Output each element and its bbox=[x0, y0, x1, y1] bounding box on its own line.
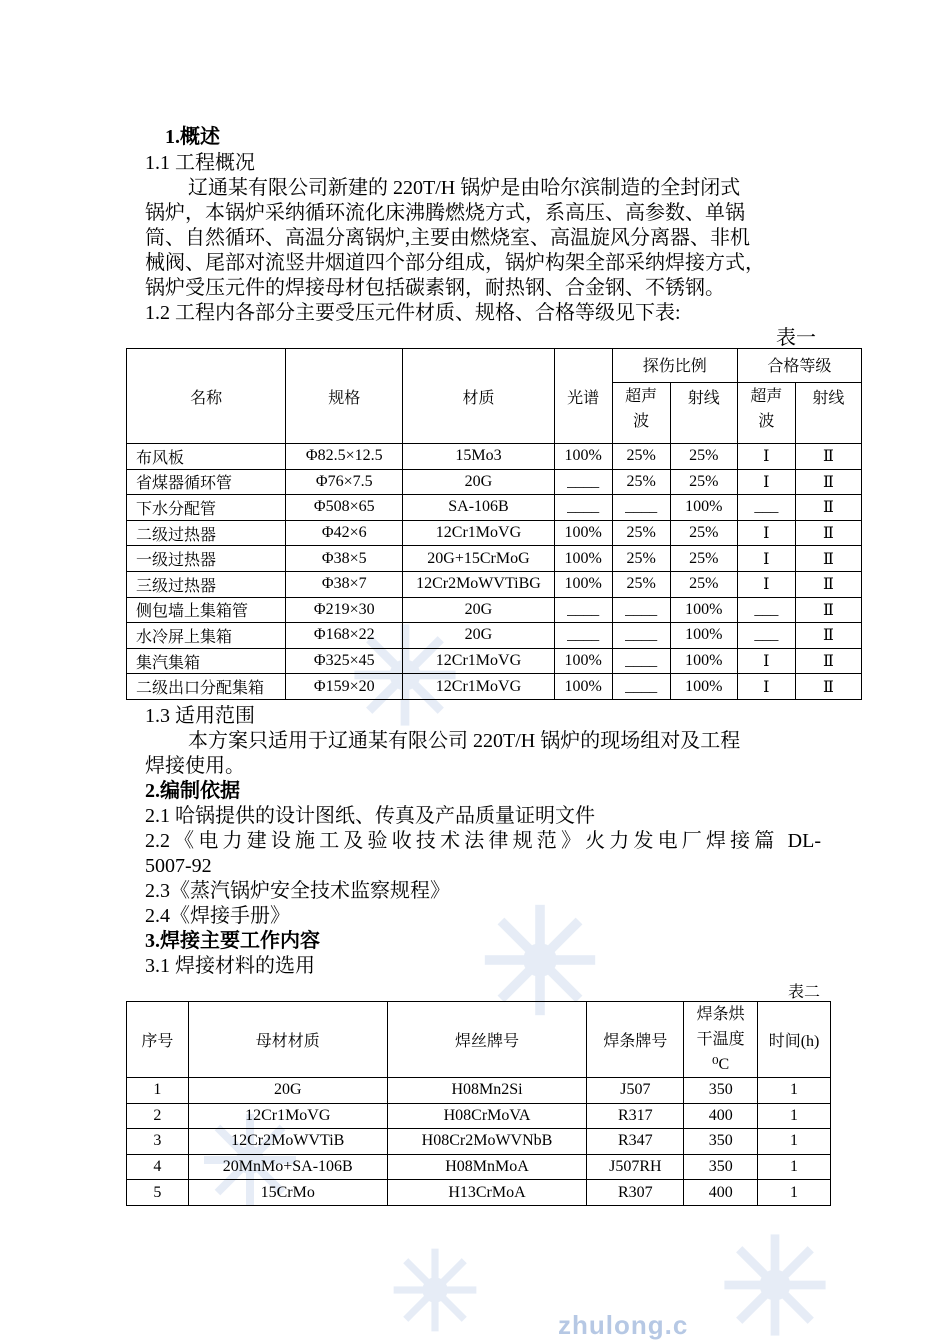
cell: 350 bbox=[684, 1129, 758, 1155]
cell: R347 bbox=[587, 1129, 684, 1155]
cell: 350 bbox=[684, 1078, 758, 1104]
cell: 100% bbox=[554, 444, 612, 470]
cell: 100% bbox=[670, 623, 737, 649]
cell: 400 bbox=[684, 1180, 758, 1206]
cell: Ⅰ bbox=[737, 546, 795, 572]
cell: Ⅱ bbox=[795, 520, 861, 546]
table-row bbox=[127, 520, 862, 546]
section3-1-title: 3.1 焊接材料的选用 bbox=[145, 955, 315, 977]
cell: 100% bbox=[554, 520, 612, 546]
cell: ____ bbox=[612, 495, 670, 521]
cell: 20MnMo+SA-106B bbox=[188, 1154, 387, 1180]
cell: Ⅱ bbox=[795, 546, 861, 572]
cell: 25% bbox=[670, 469, 737, 495]
cell: 12Cr1MoVG bbox=[403, 648, 554, 674]
watermark-text: zhulong.c bbox=[558, 1310, 689, 1340]
cell: Ⅰ bbox=[737, 469, 795, 495]
cell: ____ bbox=[554, 597, 612, 623]
section1-heading: 1.概述 bbox=[165, 126, 220, 148]
cell: 三级过热器 bbox=[127, 571, 286, 597]
cell: ___ bbox=[737, 623, 795, 649]
cell: ___ bbox=[737, 597, 795, 623]
reference-item: 2.1 哈锅提供的设计图纸、传真及产品质量证明文件 bbox=[145, 805, 595, 827]
cell: 12Cr1MoVG bbox=[188, 1103, 387, 1129]
cell: ____ bbox=[612, 597, 670, 623]
cell: 12Cr1MoVG bbox=[403, 520, 554, 546]
cell: Φ325×45 bbox=[286, 648, 403, 674]
cell: 1 bbox=[758, 1078, 831, 1104]
table-row bbox=[127, 648, 862, 674]
cell: 100% bbox=[554, 571, 612, 597]
cell: 25% bbox=[612, 520, 670, 546]
header-grade: 合格等级 bbox=[737, 349, 861, 383]
reference-item: 2.2《电力建设施工及验收技术法律规范》火力发电厂焊接篇 DL- bbox=[145, 830, 821, 852]
cell: 二级过热器 bbox=[127, 520, 286, 546]
cell: 25% bbox=[670, 571, 737, 597]
cell: 25% bbox=[670, 546, 737, 572]
cell: H13CrMoA bbox=[387, 1180, 587, 1206]
table-row bbox=[127, 495, 862, 521]
table-row bbox=[127, 1078, 831, 1104]
cell: 25% bbox=[612, 444, 670, 470]
cell: 1 bbox=[127, 1078, 189, 1104]
header-bake-temp-line2: 干温度 bbox=[696, 1031, 745, 1048]
section1-3-title: 1.3 适用范围 bbox=[145, 705, 255, 727]
cell: ____ bbox=[554, 623, 612, 649]
cell: ____ bbox=[612, 674, 670, 700]
header-ultrasonic-line1: 超声 bbox=[625, 388, 658, 405]
header-spectrum: 光谱 bbox=[554, 349, 612, 444]
paragraph-line: 筒、自然循环、高温分离锅炉,主要由燃烧室、高温旋风分离器、非机 bbox=[145, 227, 750, 249]
cell: 5 bbox=[127, 1180, 189, 1206]
cell: Ⅰ bbox=[737, 520, 795, 546]
cell: 15Mo3 bbox=[403, 444, 554, 470]
cell: H08Cr2MoWVNbB bbox=[387, 1129, 587, 1155]
cell: Ⅱ bbox=[795, 469, 861, 495]
cell: Ⅱ bbox=[795, 495, 861, 521]
cell: Ⅰ bbox=[737, 648, 795, 674]
cell: Ⅰ bbox=[737, 444, 795, 470]
table-row bbox=[127, 674, 862, 700]
cell: Φ82.5×12.5 bbox=[286, 444, 403, 470]
cell: 100% bbox=[554, 674, 612, 700]
cell: 25% bbox=[612, 546, 670, 572]
cell: 25% bbox=[670, 444, 737, 470]
section2-heading: 2.编制依据 bbox=[145, 780, 240, 802]
cell: Ⅱ bbox=[795, 648, 861, 674]
cell: 12Cr2MoWVTiBG bbox=[403, 571, 554, 597]
cell: 100% bbox=[554, 648, 612, 674]
table2-caption: 表二 bbox=[788, 984, 821, 1001]
paragraph-line: 械阀、尾部对流竖井烟道四个部分组成，锅炉构架全部采纳焊接方式， bbox=[145, 252, 765, 274]
header-spec: 规格 bbox=[286, 349, 403, 444]
cell: 12Cr1MoVG bbox=[403, 674, 554, 700]
cell: 水冷屏上集箱 bbox=[127, 623, 286, 649]
cell: 侧包墙上集箱管 bbox=[127, 597, 286, 623]
section1-2-title: 1.2 工程内各部分主要受压元件材质、规格、合格等级见下表: bbox=[145, 302, 681, 324]
cell: 2 bbox=[127, 1103, 189, 1129]
header-base-material: 母材材质 bbox=[188, 1002, 387, 1078]
header-grade-radiography: 射线 bbox=[795, 383, 861, 444]
cell: 20G bbox=[403, 623, 554, 649]
cell: 20G bbox=[403, 597, 554, 623]
cell: Φ508×65 bbox=[286, 495, 403, 521]
header-ultrasonic-line2: 波 bbox=[633, 413, 650, 430]
cell: Φ159×20 bbox=[286, 674, 403, 700]
cell: Ⅱ bbox=[795, 597, 861, 623]
cell: Ⅰ bbox=[737, 571, 795, 597]
welding-materials-table bbox=[126, 1001, 831, 1206]
cell: ____ bbox=[612, 623, 670, 649]
cell: 100% bbox=[670, 648, 737, 674]
paragraph-line: 辽通某有限公司新建的 220T/H 锅炉是由哈尔滨制造的全封闭式 bbox=[188, 177, 741, 199]
cell: Φ42×6 bbox=[286, 520, 403, 546]
table-row bbox=[127, 469, 862, 495]
table-row bbox=[127, 597, 862, 623]
header-grade-ultrasonic bbox=[737, 383, 795, 444]
cell: Φ219×30 bbox=[286, 597, 403, 623]
header-electrode: 焊条牌号 bbox=[587, 1002, 684, 1078]
header-bake-temp-line1: 焊条烘 bbox=[696, 1006, 745, 1023]
cell: 100% bbox=[670, 674, 737, 700]
header-wire: 焊丝牌号 bbox=[387, 1002, 587, 1078]
cell: 100% bbox=[670, 495, 737, 521]
paragraph-line: 焊接使用。 bbox=[145, 755, 245, 777]
cell: H08CrMoVA bbox=[387, 1103, 587, 1129]
cell: Φ76×7.5 bbox=[286, 469, 403, 495]
cell: J507RH bbox=[587, 1154, 684, 1180]
header-name: 名称 bbox=[127, 349, 286, 444]
cell: 20G bbox=[188, 1078, 387, 1104]
header-ultrasonic bbox=[612, 383, 670, 444]
cell: 1 bbox=[758, 1180, 831, 1206]
header-bake-temp-line3: ⁰C bbox=[712, 1056, 730, 1073]
cell: 二级出口分配集箱 bbox=[127, 674, 286, 700]
cell: SA-106B bbox=[403, 495, 554, 521]
cell: 20G bbox=[403, 469, 554, 495]
table-row bbox=[127, 546, 862, 572]
table1-caption: 表一 bbox=[776, 327, 816, 349]
paragraph-line: 本方案只适用于辽通某有限公司 220T/H 锅炉的现场组对及工程 bbox=[188, 730, 741, 752]
table-row bbox=[127, 444, 862, 470]
cell: Ⅱ bbox=[795, 571, 861, 597]
table-row bbox=[127, 623, 862, 649]
cell: H08Mn2Si bbox=[387, 1078, 587, 1104]
cell: ___ bbox=[737, 495, 795, 521]
paragraph-line: 锅炉，本锅炉采纳循环流化床沸腾燃烧方式，系高压、高参数、单锅 bbox=[145, 202, 745, 224]
cell: 下水分配管 bbox=[127, 495, 286, 521]
table-row bbox=[127, 1129, 831, 1155]
cell: Ⅱ bbox=[795, 444, 861, 470]
cell: 25% bbox=[612, 571, 670, 597]
cell: 1 bbox=[758, 1129, 831, 1155]
cell: Ⅱ bbox=[795, 623, 861, 649]
cell: R307 bbox=[587, 1180, 684, 1206]
cell: Ⅰ bbox=[737, 674, 795, 700]
cell: ____ bbox=[612, 648, 670, 674]
cell: Ⅱ bbox=[795, 674, 861, 700]
materials-table bbox=[126, 348, 862, 700]
cell: R317 bbox=[587, 1103, 684, 1129]
cell: 400 bbox=[684, 1103, 758, 1129]
reference-item: 5007-92 bbox=[145, 855, 212, 877]
cell: 4 bbox=[127, 1154, 189, 1180]
cell: ____ bbox=[554, 469, 612, 495]
cell: J507 bbox=[587, 1078, 684, 1104]
header-no: 序号 bbox=[127, 1002, 189, 1078]
cell: 集汽集箱 bbox=[127, 648, 286, 674]
cell: 25% bbox=[612, 469, 670, 495]
cell: 1 bbox=[758, 1154, 831, 1180]
cell: Φ168×22 bbox=[286, 623, 403, 649]
cell: 100% bbox=[554, 546, 612, 572]
cell: 1 bbox=[758, 1103, 831, 1129]
table-row bbox=[127, 571, 862, 597]
header-grade-ultrasonic-line2: 波 bbox=[758, 413, 775, 430]
reference-item: 2.4《焊接手册》 bbox=[145, 905, 290, 927]
cell: H08MnMoA bbox=[387, 1154, 587, 1180]
reference-item: 2.3《蒸汽锅炉安全技术监察规程》 bbox=[145, 880, 450, 902]
header-material: 材质 bbox=[403, 349, 554, 444]
header-grade-ultrasonic-line1: 超声 bbox=[750, 388, 783, 405]
cell: Φ38×5 bbox=[286, 546, 403, 572]
paragraph-line: 锅炉受压元件的焊接母材包括碳素钢，耐热钢、合金钢、不锈钢。 bbox=[145, 277, 725, 299]
header-radiography: 射线 bbox=[670, 383, 737, 444]
cell: 25% bbox=[670, 520, 737, 546]
cell: ____ bbox=[554, 495, 612, 521]
cell: 一级过热器 bbox=[127, 546, 286, 572]
cell: 12Cr2MoWVTiB bbox=[188, 1129, 387, 1155]
cell: 100% bbox=[670, 597, 737, 623]
cell: 布风板 bbox=[127, 444, 286, 470]
header-time: 时间(h) bbox=[758, 1002, 831, 1078]
watermark-snowflake-icon bbox=[720, 1230, 830, 1340]
header-bake-temp bbox=[684, 1002, 758, 1078]
table-row bbox=[127, 1103, 831, 1129]
cell: 3 bbox=[127, 1129, 189, 1155]
cell: 省煤器循环管 bbox=[127, 469, 286, 495]
cell: 350 bbox=[684, 1154, 758, 1180]
table-row bbox=[127, 1180, 831, 1206]
section1-1-title: 1.1 工程概况 bbox=[145, 152, 255, 174]
header-flaw-ratio: 探伤比例 bbox=[612, 349, 737, 383]
section3-heading: 3.焊接主要工作内容 bbox=[145, 930, 320, 952]
watermark-snowflake-icon bbox=[390, 1245, 480, 1335]
table-row bbox=[127, 1154, 831, 1180]
cell: 20G+15CrMoG bbox=[403, 546, 554, 572]
cell: Φ38×7 bbox=[286, 571, 403, 597]
cell: 15CrMo bbox=[188, 1180, 387, 1206]
